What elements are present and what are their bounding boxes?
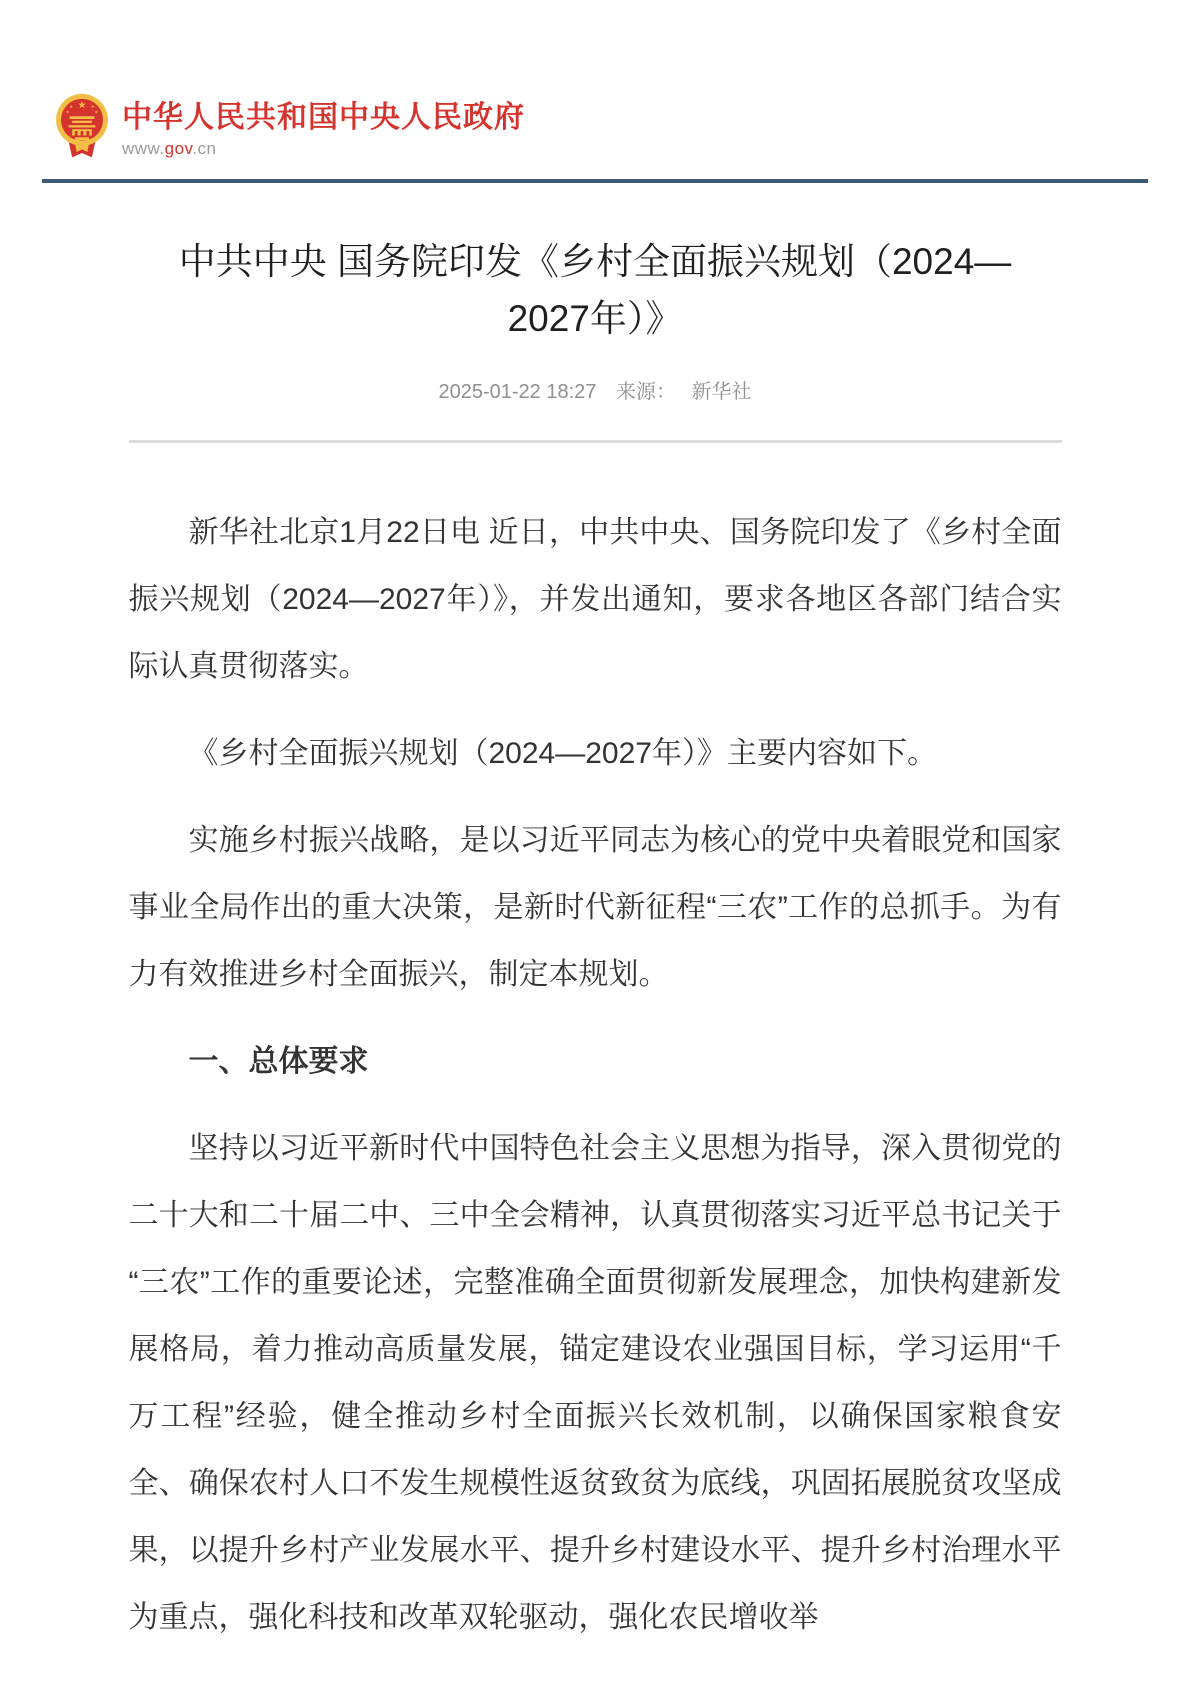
svg-text:★: ★: [94, 109, 99, 115]
source-name: 新华社: [691, 381, 752, 403]
svg-text:★: ★: [77, 100, 87, 112]
national-emblem-icon[interactable]: [55, 93, 109, 166]
article-paragraph: 坚持以习近平新时代中国特色社会主义思想为指导，深入贯彻党的二十大和二十届二中、三中全会精神，认真贯彻落实习近平总书记关于“三农”工作的重要论述，完整准确全面贯彻新发展理念，加快构建新发展格局，着力推动高质量发展，锚定建设农业强国目标，学习运用“千万工程”经验，健全推动乡村全面振兴长效机制，以确保国家粮食安全、确保农村人口不发生规模性返贫致贫为底线，巩固拓展脱贫攻坚成果，以提升乡村产业发展水平、提升乡村建设水平、提升乡村治理水平为重点，强化科技和改革双轮驱动，强化农民增收举: [128, 1132, 1062, 1634]
source-label: 来源：: [615, 381, 676, 403]
site-url-prefix: www.: [122, 138, 165, 158]
site-url[interactable]: [122, 139, 525, 159]
svg-text:★: ★: [65, 109, 70, 115]
section-heading: 一、总体要求: [188, 1045, 369, 1078]
article-paragraph: 《乡村全面振兴规划（2024—2027年）》主要内容如下。: [188, 737, 937, 770]
article-paragraph: 新华社北京1月22日电 近日，中共中央、国务院印发了《乡村全面振兴规划（2024—2027年）》，并发出通知，要求各地区各部门结合实际认真贯彻落实。: [128, 516, 1062, 683]
meta-divider: [129, 440, 1062, 443]
svg-text:★: ★: [90, 104, 95, 110]
header-divider: [42, 179, 1148, 183]
article-title: 中共中央 国务院印发《乡村全面振兴规划（2024—2027年）》: [178, 241, 1012, 339]
site-name[interactable]: 中华人民共和国中央人民政府: [122, 100, 525, 134]
site-ident: [122, 101, 525, 159]
svg-text:★: ★: [69, 104, 74, 110]
site-url-gov: gov: [164, 138, 193, 158]
article: [129, 233, 1062, 1651]
site-url-suffix: .cn: [192, 138, 217, 158]
article-paragraph: 实施乡村振兴战略，是以习近平同志为核心的党中央着眼党和国家事业全局作出的重大决策，是新时代新征程“三农”工作的总抓手。为有力有效推进乡村全面振兴，制定本规划。: [128, 824, 1062, 991]
site-header: [0, 0, 1190, 166]
article-meta: [129, 375, 1062, 404]
article-body: [129, 499, 1062, 1651]
publish-date: 2025-01-22 18:27: [438, 381, 597, 403]
